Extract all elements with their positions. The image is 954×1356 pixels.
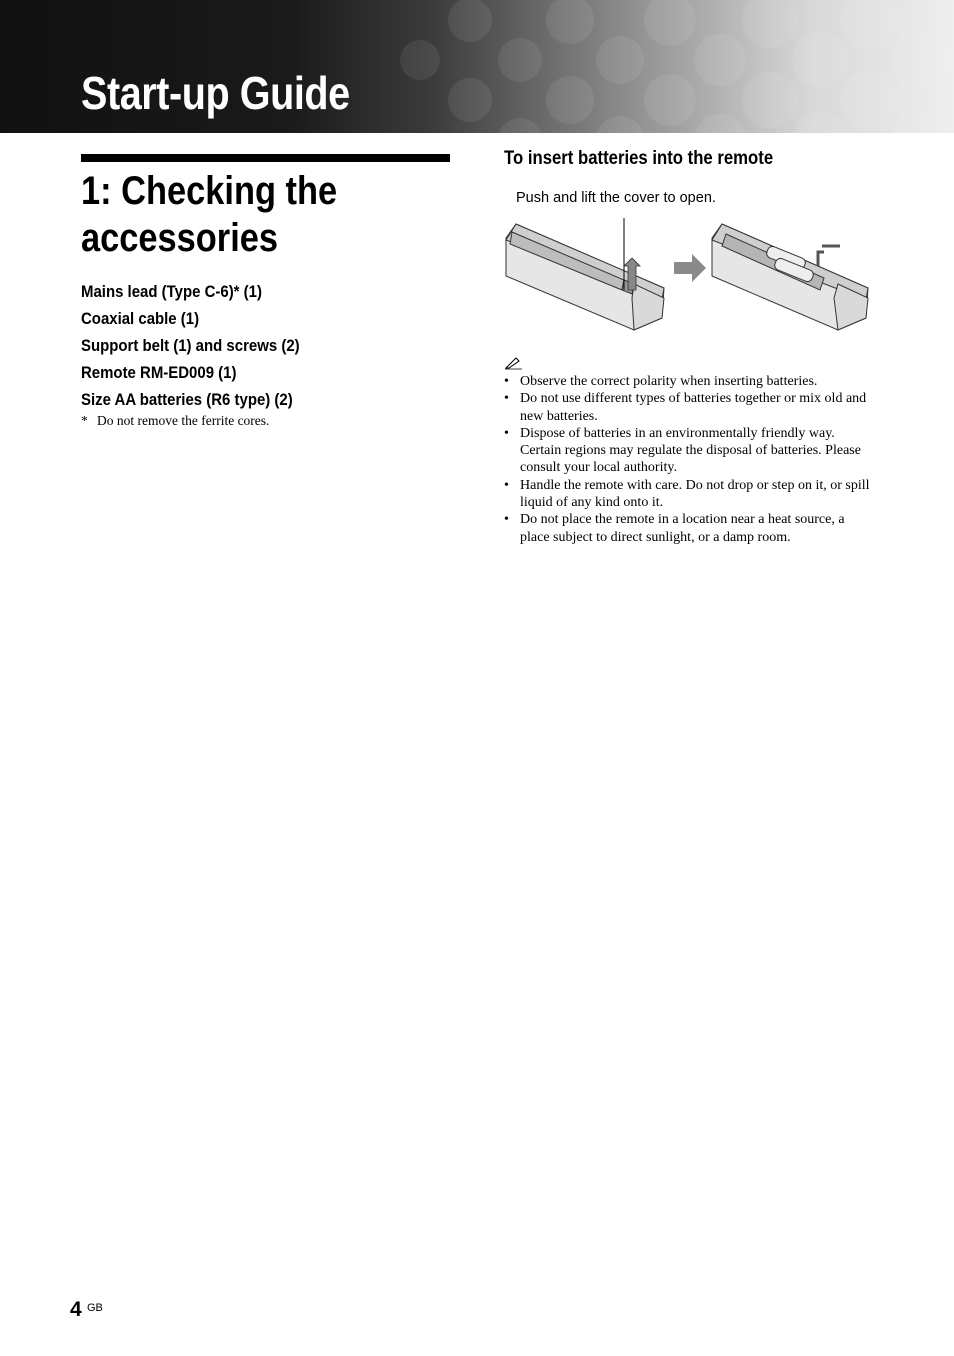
accessory-item: Support belt (1) and screws (2)	[81, 336, 300, 355]
header-banner	[0, 0, 954, 133]
footnote-marker: *	[81, 413, 88, 428]
battery-notes	[504, 373, 874, 546]
section-rule	[81, 154, 450, 162]
accessory-item: Size AA batteries (R6 type) (2)	[81, 390, 293, 409]
bullet: •	[504, 374, 509, 389]
note-item: • Do not place the remote in a location near a heat source, a place subject to direct sunlight, or a damp room.	[504, 512, 845, 545]
batteries-section	[504, 146, 874, 545]
bullet: •	[504, 477, 509, 493]
accessory-item: Coaxial cable (1)	[81, 309, 200, 328]
section-title-line1: 1: Checking the	[81, 169, 338, 213]
banner-title: Start-up Guide	[81, 67, 350, 119]
accessories-section	[81, 154, 450, 429]
section-title	[81, 168, 451, 262]
bullet: •	[504, 512, 509, 528]
note-pencil-icon	[504, 356, 524, 370]
footnote-text: Do not remove the ferrite cores.	[97, 413, 270, 428]
note-item: • Do not use different types of batteries together or mix old and new batteries.	[504, 391, 867, 424]
note-item: • Handle the remote with care. Do not drop or step on it, or spill liquid of any kind onto it.	[504, 477, 870, 511]
batteries-title: To insert batteries into the remote	[504, 148, 774, 169]
illustration-caption: Push and lift the cover to open.	[516, 190, 716, 206]
note-item: • Dispose of batteries in an environmentally friendly way. Certain regions may regulate the disposal of batteries. Please consult your local authority.	[504, 425, 861, 476]
page-number: 4	[70, 1298, 82, 1321]
right-arrow-icon	[674, 254, 706, 282]
bullet: •	[504, 425, 509, 441]
remote-illustration	[504, 218, 874, 336]
remote-closed-image	[506, 224, 664, 330]
page-suffix: GB	[87, 1302, 103, 1314]
section-title-line2: accessories	[81, 216, 279, 260]
footnote	[81, 413, 450, 429]
accessory-item: Mains lead (Type C-6)* (1)	[81, 282, 262, 301]
note-item: • Observe the correct polarity when inserting batteries.	[504, 374, 818, 389]
remote-open-image	[712, 224, 868, 330]
accessory-list	[81, 278, 450, 413]
bullet: •	[504, 391, 509, 407]
insert-arrow-icon	[818, 246, 840, 266]
accessory-item: Remote RM-ED009 (1)	[81, 363, 237, 382]
